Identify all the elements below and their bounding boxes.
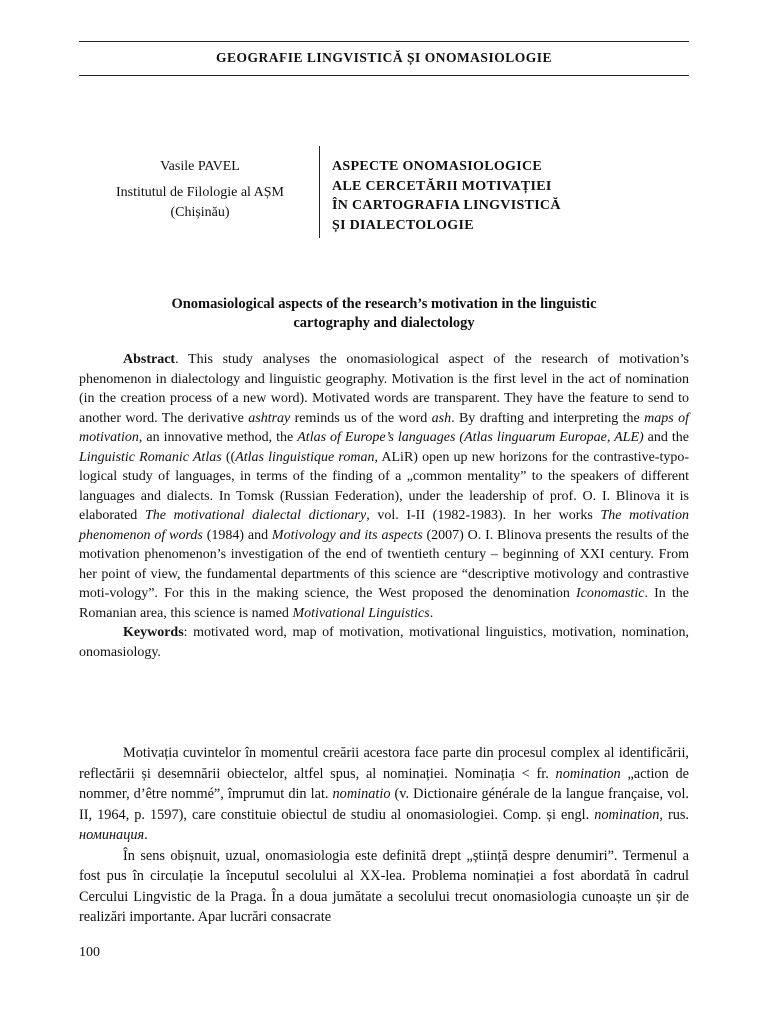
author-name: Vasile PAVEL <box>160 159 240 174</box>
body-text <box>79 743 689 928</box>
abstract <box>79 350 689 662</box>
author-location: (Chișinău) <box>170 205 230 220</box>
abstract-italic: maps of motivation <box>79 410 689 445</box>
abstract-italic: The motivational dialectal dictionary <box>144 508 367 523</box>
article-title <box>332 157 632 235</box>
abstract-italic: The motivation phenomenon of words <box>79 508 689 543</box>
abstract-text: . This study analyses the onomasiological aspect of the research of motivation’s phenomenon in dialectology and linguistic geography. Motivation is the first level in the act of nomination (in the creation process of a new word). Motivated words are transparent. They have the feature to send to another word. The derivative <box>79 352 689 426</box>
body-text-run: , rus. <box>659 806 689 823</box>
article-title-line: ASPECTE ONOMASIOLOGICE <box>332 159 543 174</box>
body-text-run: „action de nommer, d’être nommé”, împrumut din lat. <box>79 765 689 802</box>
author-affiliation: Institutul de Filologie al AȘM <box>115 185 284 200</box>
body-text-run: . <box>144 827 148 843</box>
abstract-text: . In the Romanian area, this science is named <box>79 586 690 621</box>
abstract-text: . <box>429 605 434 621</box>
article-title-line: ÎN CARTOGRAFIA LINGVISTICĂ <box>332 198 561 213</box>
abstract-text: , vol. I-II (1982-1983). In her works <box>366 508 601 523</box>
body-italic: nominatio <box>332 786 391 802</box>
body-italic: номинация <box>79 827 145 843</box>
abstract-italic: Iconomastic <box>576 586 645 601</box>
english-title-line: Onomasiological aspects of the research’s motivation in the linguistic <box>171 296 597 312</box>
author-block <box>79 157 321 223</box>
english-title <box>90 295 678 333</box>
abstract-italic: Motivational Linguistics <box>292 605 430 621</box>
article-title-line: ALE CERCETĂRII MOTIVAȚIEI <box>332 178 552 194</box>
abstract-text: (2007) O. I. Blinova presents the results of the motivation phenomenon’s investigation of the end of twentieth century – beginning of XXI century. From her point of view, the fundamental departments of this science are “descriptive motivology and contrastive moti-vology”. For this in the making science, the West proposed the denomination <box>79 527 689 601</box>
section-title: GEOGRAFIE LINGVISTICĂ ȘI ONOMASIOLOGIE <box>216 50 552 65</box>
english-title-line: cartography and dialectology <box>293 315 475 331</box>
body-text-run: (v. Dictionaire générale de la langue française, vol. II, 1964, p. 1597), care constituie obiectul de studiu al onomasiologiei. Comp. și engl. <box>79 786 689 823</box>
abstract-text: and the <box>643 430 689 445</box>
abstract-italic: Linguistic Romanic Atlas <box>79 449 222 465</box>
body-paragraph <box>79 743 689 846</box>
header-top-rule <box>79 41 689 42</box>
keywords-label: Keywords <box>123 625 184 640</box>
abstract-italic: Atlas linguistique roman <box>235 449 375 465</box>
abstract-text: reminds us of the word <box>290 410 432 426</box>
page-number: 100 <box>79 945 100 960</box>
keywords-text: : motivated word, map of motivation, motivational linguistics, motivation, nomination, onomasiology. <box>79 625 689 660</box>
abstract-italic: Motivology and its aspects <box>271 527 423 543</box>
header-bottom-rule <box>79 75 689 76</box>
abstract-text: . By drafting and interpreting the <box>451 410 645 426</box>
abstract-text: , an innovative method, the <box>138 430 298 445</box>
abstract-text: (1984) and <box>202 527 272 543</box>
article-title-line: ȘI DIALECTOLOGIE <box>332 217 474 233</box>
title-divider <box>319 146 320 238</box>
keywords-paragraph <box>79 623 689 662</box>
abstract-italic: ashtray <box>248 410 291 426</box>
abstract-paragraph <box>79 350 689 623</box>
abstract-text: , ALiR) open up new horizons for the contrastive-typo-logical study of languages, in terms of the finding of a „common mentality” to the speakers of different languages and dialects. In Tomsk (Russian Federation), under the leadership of prof. O. I. Blinova it is elaborated <box>79 449 690 523</box>
body-italic: nomination <box>555 765 621 782</box>
abstract-label: Abstract <box>123 352 176 367</box>
abstract-text: (( <box>221 449 236 465</box>
body-paragraph: În sens obișnuit, uzual, onomasiologia este definită drept „știință despre denumiri”. Termenul a fost pus în circulație la începutul secolului al XX-lea. Problema nominației a fost abordată în cadrul Cercului Lingvistic de la Praga. În a doua jumătate a secolului trecut onomasiologia cunoaște un șir de realizări importante. Apar lucrări consacrate <box>79 847 689 925</box>
body-text-run: Motivația cuvintelor în momentul creării acestora face parte din procesul complex al identificării, reflectării și desemnării obiectelor, altfel spus, al nominației. Nominația < fr. <box>79 745 689 782</box>
abstract-italic: ash <box>431 410 452 426</box>
abstract-italic: Atlas of Europe’s languages (Atlas linguarum Europae, ALE) <box>297 430 644 445</box>
body-italic: nomination <box>594 806 660 823</box>
